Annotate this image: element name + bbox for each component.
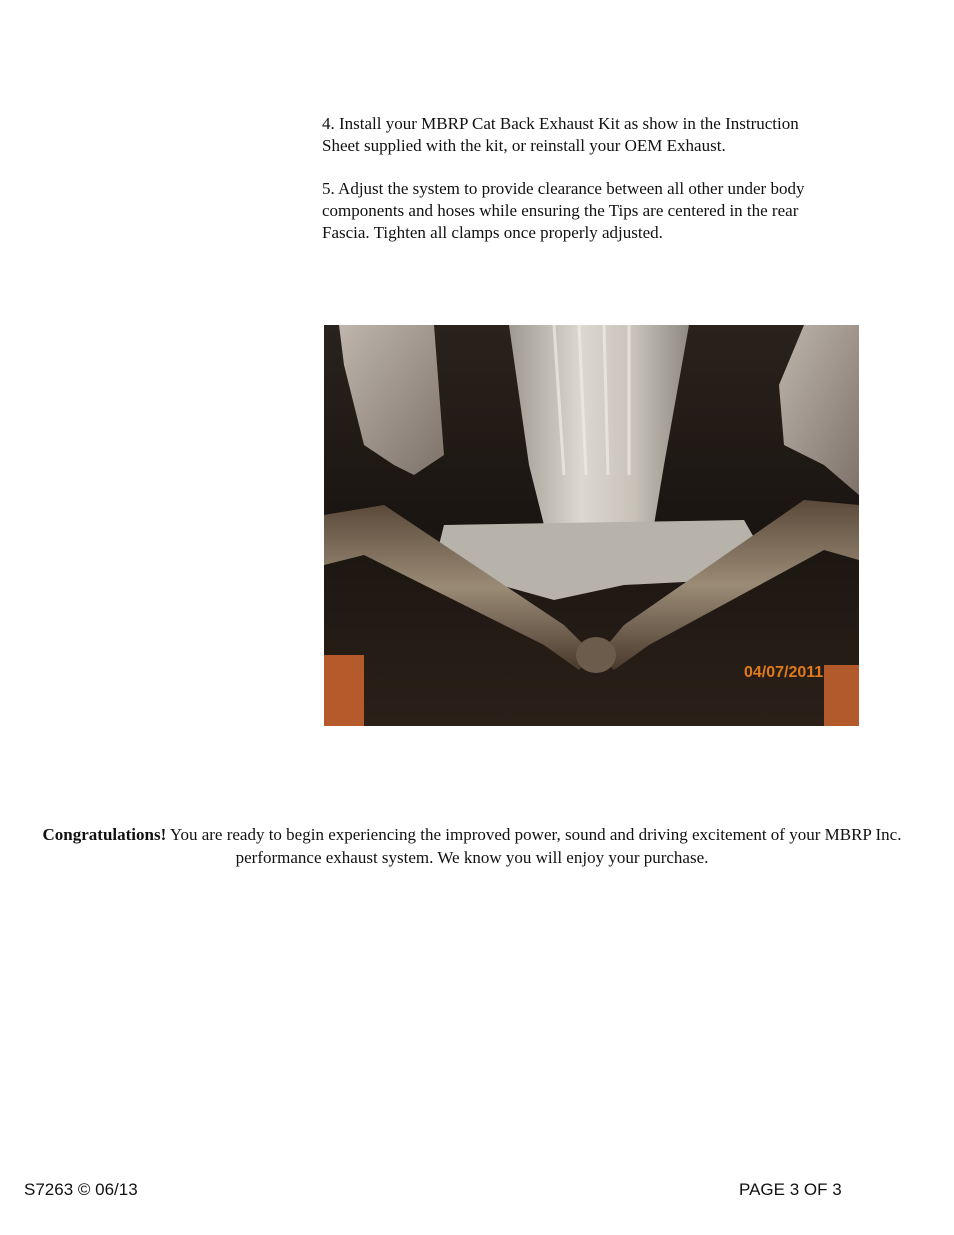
page-number: PAGE 3 OF 3: [739, 1180, 842, 1199]
step-4-text: 4. Install your MBRP Cat Back Exhaust Kit as show in the Instruction Sheet supplied with the kit, or reinstall your OEM Exhaust.: [322, 114, 799, 155]
step-5-text: 5. Adjust the system to provide clearance between all other under body components and hoses while ensuring the Tips are centered in the rear Fascia. Tighten all clamps once properly adjusted.: [322, 179, 805, 242]
photo-date-stamp: 04/07/2011: [744, 664, 824, 681]
closing-message: [22, 823, 922, 869]
x-pipe-junction: [576, 637, 616, 673]
closing-body: You are ready to begin experiencing the improved power, sound and driving excitement of your MBRP Inc. performance exhaust system. We know you will enjoy your purchase.: [166, 825, 902, 867]
lift-frame-right: [824, 665, 859, 726]
document-code: S7263 © 06/13: [24, 1180, 138, 1199]
undercarriage-photo: [324, 325, 859, 726]
closing-lead: Congratulations!: [42, 825, 167, 844]
lift-frame-left: [324, 655, 364, 726]
